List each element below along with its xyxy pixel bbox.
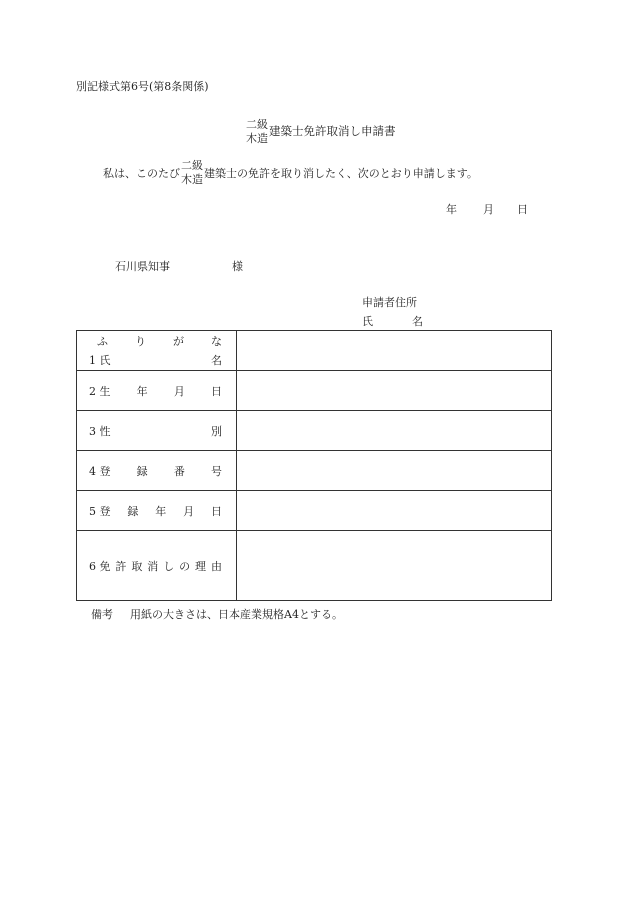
application-table: [76, 330, 552, 601]
note-text: 用紙の大きさは、日本産業規格A4とする。: [130, 608, 343, 621]
statement-kind-stack: [181, 159, 203, 187]
date-month-label: 月: [483, 203, 494, 216]
statement-kind-top: 二級: [181, 159, 203, 172]
addressee-honorific: 様: [232, 260, 243, 273]
addressee-name: 石川県知事: [115, 260, 170, 273]
statement-kind-bottom: 木造: [181, 173, 203, 186]
form-number: 別記様式第6号(第8条関係): [76, 80, 209, 93]
table-row-birthdate: [77, 371, 552, 411]
sex-input-cell[interactable]: [237, 411, 552, 451]
document-title: [246, 118, 396, 146]
name-input-cell[interactable]: [237, 331, 552, 371]
registration-number-input-cell[interactable]: [237, 451, 552, 491]
applicant-name-label: [362, 316, 423, 327]
birthdate-input-cell[interactable]: [237, 371, 552, 411]
applicant-address-label: 申請者住所: [362, 296, 417, 309]
title-kind-top: 二級: [246, 118, 268, 131]
title-kind-stack: [246, 118, 268, 146]
registration-date-label-cell: 5 登 録 年 月 日: [77, 491, 237, 531]
table-row-registration-date: [77, 491, 552, 531]
applicant-name-label-2: 名: [412, 315, 423, 328]
applicant-name-label-1: 氏: [362, 315, 373, 328]
birthdate-label-cell: 2 生 年 月 日: [77, 371, 237, 411]
reason-input-cell[interactable]: [237, 531, 552, 601]
table-row-name: [77, 331, 552, 371]
name-label: 1 氏 名: [89, 354, 222, 367]
statement-suffix: 建築士の免許を取り消したく、次のとおり申請します。: [204, 166, 478, 180]
table-row-reason: [77, 531, 552, 601]
application-statement: [103, 159, 478, 187]
title-kind-bottom: 木造: [246, 132, 268, 145]
title-main: 建築士免許取消し申請書: [269, 124, 396, 139]
registration-date-input-cell[interactable]: [237, 491, 552, 531]
date-day-label: 日: [517, 203, 528, 216]
name-label-cell: [77, 331, 237, 371]
statement-prefix: 私は、このたび: [103, 166, 180, 180]
sex-label-cell: 3 性 別: [77, 411, 237, 451]
furigana-label: ふ り が な: [97, 335, 222, 348]
reason-label-cell: 6 免 許 取 消 し の 理 由: [77, 531, 237, 601]
note: [91, 609, 343, 620]
table-row-sex: [77, 411, 552, 451]
table-row-registration-number: [77, 451, 552, 491]
registration-number-label-cell: 4 登 録 番 号: [77, 451, 237, 491]
date-year-label: 年: [446, 203, 457, 216]
note-label: 備考: [91, 608, 113, 621]
